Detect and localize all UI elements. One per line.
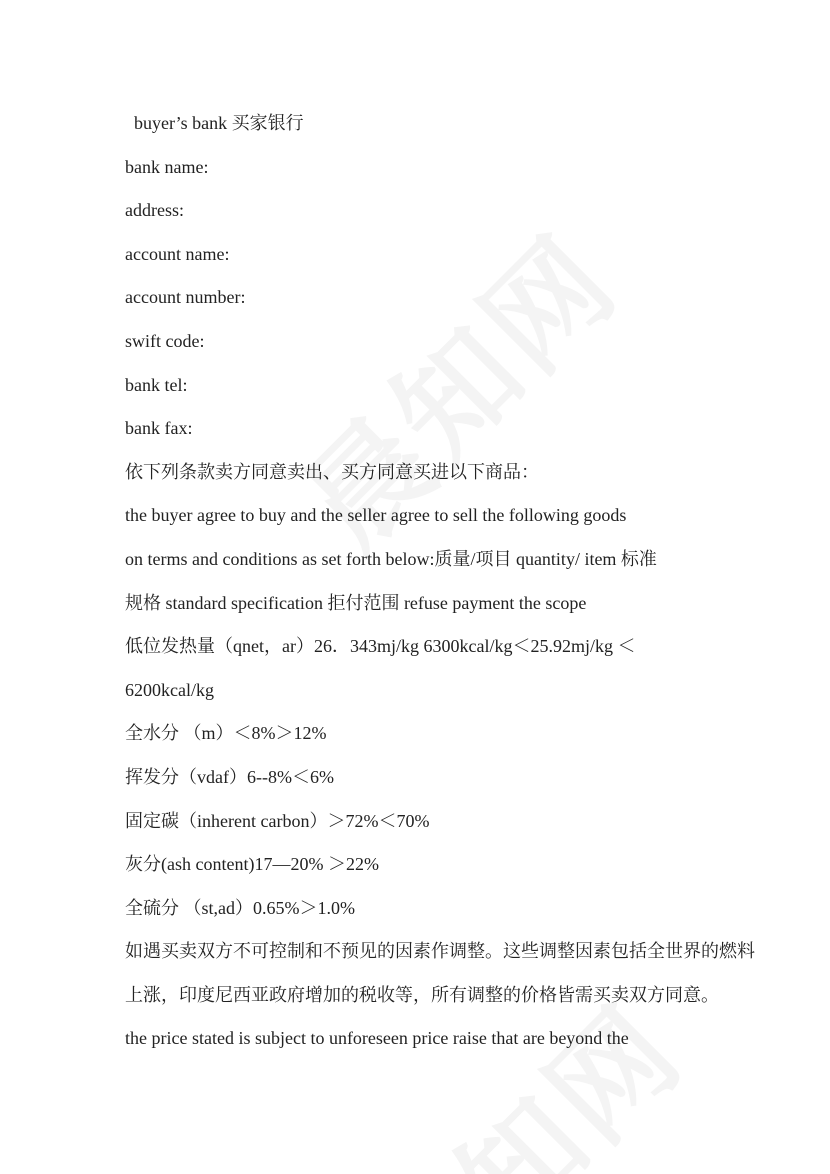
spec-calorific-value-cont: 6200kcal/kg xyxy=(125,679,214,700)
price-adjustment-chinese-cont: 上涨，印度尼西亚政府增加的税收等，所有调整的价格皆需买卖双方同意。 xyxy=(125,984,719,1005)
spec-total-sulphur: 全硫分 （st,ad）0.65%＞1.0% xyxy=(125,897,355,918)
terms-intro-chinese: 依下列条款卖方同意卖出、买方同意买进以下商品： xyxy=(125,461,539,482)
bank-tel-field: bank tel: xyxy=(125,374,188,395)
spec-ash-content: 灰分(ash content)17—20% ＞22% xyxy=(125,854,379,875)
specification-header: 规格 standard specification 拒付范围 refuse payment the scope xyxy=(125,592,587,613)
terms-intro-english-cont: on terms and conditions as set forth below:质量/项目 quantity/ item 标准 xyxy=(125,548,657,569)
document-body xyxy=(125,107,755,1066)
account-name-field: account name: xyxy=(125,243,230,264)
price-adjustment-chinese: 如遇买卖双方不可控制和不预见的因素作调整。这些调整因素包括全世界的燃料 xyxy=(125,941,755,962)
spec-total-moisture: 全水分 （m）＜8%＞12% xyxy=(125,723,327,744)
address-field: address: xyxy=(125,200,184,221)
price-adjustment-english: the price stated is subject to unforeseen price raise that are beyond the xyxy=(125,1028,629,1049)
spec-calorific-value: 低位发热量（qnet，ar）26．343mj/kg 6300kcal/kg＜25.92mj/kg ＜ xyxy=(125,636,636,657)
terms-intro-english: the buyer agree to buy and the seller agree to sell the following goods xyxy=(125,505,627,526)
bank-name-field: bank name: xyxy=(125,156,209,177)
spec-fixed-carbon: 固定碳（inherent carbon）＞72%＜70% xyxy=(125,810,430,831)
spec-volatile-matter: 挥发分（vdaf）6--8%＜6% xyxy=(125,766,334,787)
swift-code-field: swift code: xyxy=(125,330,205,351)
bank-fax-field: bank fax: xyxy=(125,418,193,439)
buyers-bank-heading: buyer’s bank 买家银行 xyxy=(134,113,304,133)
account-number-field: account number: xyxy=(125,287,246,308)
